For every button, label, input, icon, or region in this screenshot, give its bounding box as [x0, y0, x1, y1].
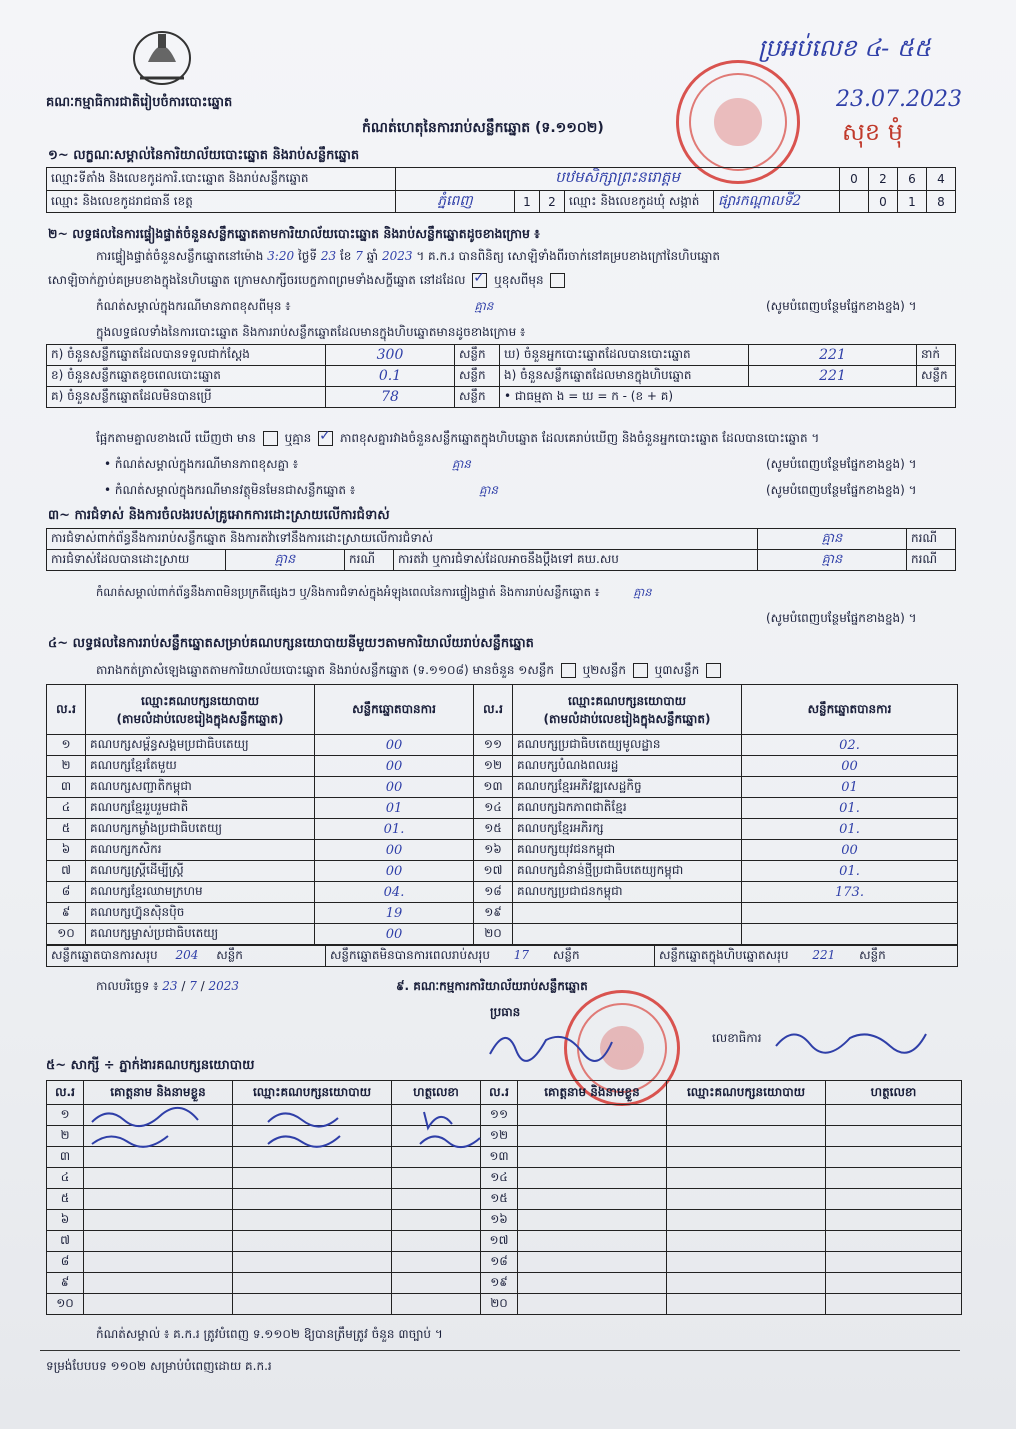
- witness-party-cell: [233, 1231, 392, 1252]
- final-note: កំណត់សម្គាល់ ៖ គ.ក.រ ត្រូវបំពេញ ទ.១១០២ ឱ្យបានត្រឹមត្រូវ ចំនួន ៣ច្បាប់ ។: [96, 1327, 443, 1341]
- col-no: ល.រ: [481, 1081, 518, 1105]
- party-votes: 00: [742, 840, 958, 861]
- table-row: [47, 861, 958, 882]
- party-votes: 00: [315, 924, 474, 945]
- witness-party-cell: [667, 1105, 826, 1126]
- unit: សន្លឹក: [216, 948, 243, 962]
- col-party: ឈ្មោះគណបក្សនយោបាយ: [233, 1081, 392, 1105]
- commune-label: ឈ្មោះ និងលេខកូដឃុំ សង្កាត់: [565, 191, 714, 213]
- witness-sign-cell: [826, 1126, 962, 1147]
- discrepancy-mid: ឬគ្មាន: [284, 431, 312, 445]
- witness-party-cell: [233, 1189, 392, 1210]
- party-name: [513, 924, 742, 945]
- witness-no: ២: [47, 1126, 84, 1147]
- party-no: ៣: [47, 777, 86, 798]
- ballot-count-table: [46, 344, 956, 408]
- objection-row2-label: ការជំទាស់ដែលបានដោះស្រាយ: [47, 550, 226, 571]
- date-year: 2023: [208, 979, 240, 993]
- date-month: 7: [189, 979, 197, 993]
- totals-table: [46, 945, 958, 967]
- col-name: គោត្តនាម និងនាមខ្លួន: [518, 1081, 667, 1105]
- province-code-digit: 2: [540, 191, 565, 213]
- discrepancy-post: ភាពខុសគ្នារវាងចំនួនសន្លឹកឆ្នោតក្នុងហិបឆ្នោត ដែលគេរាប់ឃើញ និងចំនួនអ្នកបោះឆ្នោត ដែលបានបោះឆ្នោត ។: [339, 431, 820, 445]
- party-name: គណបក្សជំនាន់ថ្មីប្រជាធិបតេយ្យកម្ពុជា: [513, 861, 742, 882]
- witness-sign-cell: [826, 1210, 962, 1231]
- witness-sign-cell: [826, 1273, 962, 1294]
- witness-party-cell: [667, 1147, 826, 1168]
- col-party-sub: (តាមលំដាប់លេខរៀងក្នុងសន្លឹកឆ្នោត): [116, 711, 284, 726]
- commune-code-digit: 0: [869, 191, 898, 213]
- party-name: គណបក្សយុវជនកម្ពុជា: [513, 840, 742, 861]
- witness-party-cell: [233, 1294, 392, 1315]
- party-no: ១៥: [474, 819, 513, 840]
- witness-sign-cell: [392, 1210, 481, 1231]
- party-votes: 00: [315, 735, 474, 756]
- chair-signature: [486, 1020, 616, 1064]
- witness-party-cell: [667, 1189, 826, 1210]
- witness-no: ៥: [47, 1189, 84, 1210]
- party-no: ១៤: [474, 798, 513, 819]
- witness-name-cell: [518, 1105, 667, 1126]
- witness-name-cell: [518, 1231, 667, 1252]
- same-checkbox[interactable]: [472, 273, 487, 288]
- party-no: ១៨: [474, 882, 513, 903]
- witness-no: ១២: [481, 1126, 518, 1147]
- witness-name-cell: [84, 1294, 233, 1315]
- witness-name-cell: [518, 1252, 667, 1273]
- witness-name-cell: [84, 1168, 233, 1189]
- party-no: ១៦: [474, 840, 513, 861]
- witness-sign-cell: [826, 1168, 962, 1189]
- section1-title: ១~ លក្ខណៈសម្គាល់នៃការិយាល័យបោះឆ្នោត និងរាប់សន្លឹកឆ្នោត: [48, 148, 360, 163]
- stamp-code: ប្រអប់លេខ ៤- ៥៥: [758, 34, 931, 62]
- table-row: [47, 1252, 962, 1273]
- col-party-title: ឈ្មោះគណបក្សនយោបាយ: [140, 693, 260, 708]
- total-invalid-cell: [326, 946, 655, 967]
- table-row: [47, 777, 958, 798]
- three-sheets-checkbox[interactable]: [706, 663, 721, 678]
- witness-name-cell: [518, 1126, 667, 1147]
- party-name: គណបក្សខ្មែរតែមួយ: [86, 756, 315, 777]
- witness-no: ១៥: [481, 1189, 518, 1210]
- row-d-label: ឃ) ចំនួនអ្នកបោះឆ្នោតដែលបានបោះឆ្នោត: [500, 345, 749, 366]
- unit: សន្លឹក: [552, 948, 580, 962]
- party-name: គណបក្សម្ចាស់ប្រជាធិបតេយ្យ: [86, 924, 315, 945]
- witness-sign-cell: [826, 1294, 962, 1315]
- witness-party-cell: [233, 1210, 392, 1231]
- one-sheet-checkbox[interactable]: [561, 663, 576, 678]
- verify-day: 23: [320, 249, 337, 263]
- formula: • ជាធម្មតា ង = ឃ = ក - (ខ + គ): [500, 387, 956, 408]
- fill-note: (សូមបំពេញបន្ថែមផ្នែកខាងខ្នង) ។: [766, 299, 917, 313]
- party-no: ៥: [47, 819, 86, 840]
- witness-party-cell: [233, 1252, 392, 1273]
- witness-sign-cell: [392, 1168, 481, 1189]
- party-no: ៨: [47, 882, 86, 903]
- total-invalid-label: សន្លឹកឆ្នោតមិនបានការពេលរាប់សរុប: [330, 948, 490, 962]
- day-label: ថ្ងៃទី: [297, 249, 317, 263]
- party-votes: 01.: [742, 798, 958, 819]
- row-b-value: 0.1: [326, 366, 455, 387]
- party-no: ៩: [47, 903, 86, 924]
- witness-sign-cell: [826, 1105, 962, 1126]
- witness-no: ៣: [47, 1147, 84, 1168]
- witness-no: ១៣: [481, 1147, 518, 1168]
- objection-row2b-value: គ្មាន: [758, 550, 907, 571]
- objection-note-label: កំណត់សម្គាល់ពាក់ព័ន្ធនឹងភាពមិនប្រក្រតីផ្សេងៗ ឬ/និងការជំទាស់ក្នុងអំឡុងពេលនៃការផ្ទៀងផ្ទាត់ និងការរាប់សន្លឹកឆ្នោត ៖: [96, 585, 600, 599]
- witness-party-cell: [667, 1126, 826, 1147]
- date-line: កាលបរិច្ឆេទ ៖ 23 / 7 / 2023: [96, 979, 240, 993]
- note2-value: គ្មាន: [451, 457, 471, 471]
- no-difference-checkbox[interactable]: [318, 431, 333, 446]
- witness-party-cell: [233, 1168, 392, 1189]
- party-no: ១៧: [474, 861, 513, 882]
- table-row: [47, 756, 958, 777]
- ballot-intro: ក្នុងលទ្ធផលទាំងនៃការបោះឆ្នោត និងការរាប់សន្លឹកឆ្នោតដែលមានក្នុងហិបឆ្នោតមានដូចខាងក្រោម ៖: [96, 325, 526, 339]
- witness-party-cell: [667, 1273, 826, 1294]
- party-no: ១៣: [474, 777, 513, 798]
- tally-sheet-line: [96, 662, 724, 678]
- month-label: ខែ: [339, 249, 352, 263]
- has-difference-checkbox[interactable]: [263, 431, 278, 446]
- witness-no: ៧: [47, 1231, 84, 1252]
- verify-month: 7: [355, 249, 363, 263]
- table-row: [47, 882, 958, 903]
- total-box-value: 221: [812, 948, 836, 962]
- unit: សន្លឹក: [455, 366, 500, 387]
- two-sheets-checkbox[interactable]: [633, 663, 648, 678]
- office-code-digit: 2: [869, 168, 898, 191]
- row-e-label: ង) ចំនួនសន្លឹកឆ្នោតដែលមានក្នុងហិបឆ្នោត: [500, 366, 749, 387]
- witness-sign-cell: [826, 1189, 962, 1210]
- party-no: ៦: [47, 840, 86, 861]
- witness-name-cell: [84, 1252, 233, 1273]
- col-no: ល.រ: [47, 1081, 84, 1105]
- unit: សន្លឹក: [455, 345, 500, 366]
- col-no: ល.រ: [47, 685, 86, 735]
- party-votes: 00: [315, 840, 474, 861]
- party-name: គណបក្សខ្មែរអភិវឌ្ឍសេដ្ឋកិច្ច: [513, 777, 742, 798]
- party-no: ១: [47, 735, 86, 756]
- witness-no: ១៦: [481, 1210, 518, 1231]
- witness-party-cell: [233, 1273, 392, 1294]
- witness-sign-cell: [392, 1273, 481, 1294]
- col-no: ល.រ: [474, 685, 513, 735]
- objection-note-line: [96, 584, 652, 600]
- commune-code-digit: 8: [927, 191, 956, 213]
- witness-name-cell: [518, 1294, 667, 1315]
- table-row: [47, 1294, 962, 1315]
- party-name: [513, 903, 742, 924]
- witness-party-cell: [667, 1252, 826, 1273]
- section4-title: ៤~ លទ្ធផលនៃការរាប់សន្លឹកឆ្នោតសម្រាប់គណបក្សនយោបាយនីមួយៗតាមការិយាល័យរាប់សន្លឹកឆ្នោត: [48, 636, 534, 651]
- witness-no: ៨: [47, 1252, 84, 1273]
- witness-party-cell: [667, 1168, 826, 1189]
- total-invalid-value: 17: [513, 948, 530, 962]
- note2-label: • កំណត់សម្គាល់ក្នុងករណីមានភាពខុសគ្នា ៖: [104, 457, 299, 471]
- year-label: ឆ្នាំ: [366, 249, 379, 263]
- table-row: [47, 924, 958, 945]
- footer-rule: [40, 1350, 960, 1351]
- form-title: កំណត់ហេតុនៃការរាប់សន្លឹកឆ្នោត (ទ.១១០២): [362, 120, 604, 136]
- unit: សន្លឹក: [455, 387, 500, 408]
- witness-no: ១: [47, 1105, 84, 1126]
- committee-label: ៩. គណៈកម្មការការិយាល័យរាប់សន្លឹកឆ្នោត: [396, 979, 588, 993]
- discrepancy-line: [96, 430, 819, 446]
- col-votes: សន្លឹកឆ្នោតបានការ: [315, 685, 474, 735]
- commune-code-digit: 1: [898, 191, 927, 213]
- secretary-signature: [770, 1020, 930, 1056]
- total-valid-cell: [47, 946, 326, 967]
- fill-note: (សូមបំពេញបន្ថែមផ្នែកខាងខ្នង) ។: [766, 457, 917, 471]
- party-no: ១៩: [474, 903, 513, 924]
- witness-party-cell: [667, 1231, 826, 1252]
- unit: ករណី: [907, 529, 956, 550]
- total-valid-label: សន្លឹកឆ្នោតបានការសរុប: [51, 948, 158, 962]
- unit: នាក់: [917, 345, 956, 366]
- office-value: បឋមសិក្សាព្រះនរោត្តម: [396, 168, 840, 191]
- royal-emblem-icon: [128, 22, 196, 88]
- station-info-table: [46, 167, 956, 213]
- party-no: ២: [47, 756, 86, 777]
- witness-handwriting: [88, 1104, 488, 1152]
- col-party: [86, 685, 315, 735]
- table-row: [47, 735, 958, 756]
- witness-name-cell: [518, 1189, 667, 1210]
- fill-note: (សូមបំពេញបន្ថែមផ្នែកខាងខ្នង) ។: [766, 483, 917, 497]
- discrepancy-pre: ផ្អែកតាមគ្នាលខាងលើ ឃើញថា មាន: [96, 431, 256, 445]
- party-name: គណបក្សហ្វ៊ុនស៊ិនប៉ិច: [86, 903, 315, 924]
- form-footer: ទម្រង់បែបបទ ១១០២ សម្រាប់បំពេញដោយ គ.ក.រ: [46, 1359, 272, 1373]
- objection-row1-label: ការជំទាស់ពាក់ព័ន្ធនឹងការរាប់សន្លឹកឆ្នោត និងការតវ៉ាទៅនឹងការដោះស្រាយលើការជំទាស់: [47, 529, 758, 550]
- diff-note-label: កំណត់សម្គាល់ក្នុងករណីមានភាពខុសពីមុន ៖: [96, 299, 291, 313]
- witness-party-cell: [667, 1210, 826, 1231]
- witness-name-cell: [84, 1231, 233, 1252]
- party-name: គណបក្សប្រជាជនកម្ពុជា: [513, 882, 742, 903]
- objection-table: [46, 528, 956, 571]
- date-day: 23: [162, 979, 178, 993]
- table-row: [47, 1210, 962, 1231]
- date-label: កាលបរិច្ឆេទ ៖: [96, 979, 159, 993]
- verification-line: [96, 248, 720, 264]
- total-box-label: សន្លឹកឆ្នោតក្នុងហិបឆ្នោតសរុប: [659, 948, 789, 962]
- party-votes: 01: [315, 798, 474, 819]
- objection-note-value: គ្មាន: [633, 585, 652, 599]
- party-votes: [742, 903, 958, 924]
- party-name: គណបក្សកសិករ: [86, 840, 315, 861]
- official-seal: [676, 60, 800, 184]
- party-votes: 173.: [742, 882, 958, 903]
- or-label: ឬខុសពីមុន: [494, 273, 544, 287]
- org-name: គណៈកម្មាធិការជាតិរៀបចំការបោះឆ្នោត: [46, 95, 233, 110]
- col-name: គោត្តនាម និងនាមខ្លួន: [84, 1081, 233, 1105]
- objection-row2-value: គ្មាន: [226, 550, 345, 571]
- party-name: គណបក្សខ្មែរអភិរក្ស: [513, 819, 742, 840]
- table-row: [47, 1189, 962, 1210]
- witness-name-cell: [84, 1273, 233, 1294]
- row-a-label: ក) ចំនួនសន្លឹកឆ្នោតដែលបានទទួលជាក់ស្ដែង: [47, 345, 326, 366]
- party-votes: 00: [742, 756, 958, 777]
- note3-value: គ្មាន: [478, 483, 499, 497]
- seal-check-line: [48, 272, 568, 288]
- province-value: ភ្នំពេញ: [396, 191, 515, 213]
- seal-check-text: សោឡិចាក់ភ្ជាប់គម្របខាងក្នុងនៃហិបឆ្នោត ក្រោមសាក្សីចរបេក្ខភាពព្រមទាំងសក្ខីឆ្នោត នៅដដែល: [48, 273, 466, 287]
- witness-name-cell: [518, 1147, 667, 1168]
- objection-row2b-label: ការតវ៉ា ឬការជំទាស់ដែលអាចនឹងប្ដឹងទៅ គឃ.សប: [394, 550, 758, 571]
- party-votes: [742, 924, 958, 945]
- party-votes: 01.: [742, 861, 958, 882]
- col-votes: សន្លឹកឆ្នោតបានការ: [742, 685, 958, 735]
- diff-note-value: គ្មាន: [474, 299, 494, 313]
- witness-no: ១១: [481, 1105, 518, 1126]
- party-name: គណបក្សបំណងពលរដ្ឋ: [513, 756, 742, 777]
- total-valid-value: 204: [175, 948, 199, 962]
- tally-intro: តារាងកត់ត្រាសំឡេងឆ្នោតតាមការិយាល័យបោះឆ្នោត និងរាប់សន្លឹកឆ្នោត (ទ.១១០៨) មានចំនួន ១សន្លឹក: [96, 663, 554, 677]
- witness-sign-cell: [826, 1231, 962, 1252]
- party-name: គណបក្សស្ត្រីដើម្បីស្ត្រី: [86, 861, 315, 882]
- total-box-cell: [655, 946, 958, 967]
- witness-sign-cell: [392, 1231, 481, 1252]
- note3-line: [104, 482, 498, 498]
- secretary-label: លេខាធិការ: [712, 1031, 762, 1045]
- witness-no: ១៧: [481, 1231, 518, 1252]
- row-a-value: 300: [326, 345, 455, 366]
- witness-no: ១៤: [481, 1168, 518, 1189]
- row-d-value: 221: [749, 345, 917, 366]
- section5-title: ៥~ សាក្សី ÷ ភ្នាក់ងារគណបក្សនយោបាយ: [46, 1058, 255, 1073]
- fill-note: (សូមបំពេញបន្ថែមផ្នែកខាងខ្នង) ។: [766, 611, 917, 625]
- party-no: ២០: [474, 924, 513, 945]
- party-no: ៧: [47, 861, 86, 882]
- party-votes: 00: [315, 756, 474, 777]
- witness-sign-cell: [392, 1189, 481, 1210]
- witness-sign-cell: [392, 1294, 481, 1315]
- witness-no: ១៩: [481, 1273, 518, 1294]
- witness-sign-cell: [826, 1147, 962, 1168]
- province-code-digit: 1: [515, 191, 540, 213]
- witness-party-cell: [667, 1294, 826, 1315]
- row-c-label: គ) ចំនួនសន្លឹកឆ្នោតដែលមិនបានប្រើ: [47, 387, 326, 408]
- witness-no: ២០: [481, 1294, 518, 1315]
- witness-name-cell: [518, 1168, 667, 1189]
- verify-text: ការផ្ទៀងផ្ទាត់ចំនួនសន្លឹកឆ្នោតនៅម៉ោង: [96, 249, 264, 263]
- witness-name-cell: [518, 1210, 667, 1231]
- section2-title: ២~ លទ្ធផលនៃការផ្ទៀងផ្ទាត់ចំនួនសន្លឹកឆ្នោតតាមការិយាល័យបោះឆ្នោត និងរាប់សន្លឹកឆ្នោតដូចខាងក្រោម ៖: [48, 226, 540, 241]
- party-no: ១១: [474, 735, 513, 756]
- stamp-date: 23.07.2023: [836, 87, 962, 112]
- col-party: [513, 685, 742, 735]
- witness-no: ៤: [47, 1168, 84, 1189]
- table-row: [47, 1231, 962, 1252]
- party-votes: 00: [315, 861, 474, 882]
- office-label: ឈ្មោះទីតាំង និងលេខកូដការិ.បោះឆ្នោត និងរាប់សន្លឹកឆ្នោត: [47, 168, 396, 191]
- verify-year: 2023: [381, 249, 413, 263]
- table-row: [47, 1273, 962, 1294]
- two-sheets-label: ឬ២សន្លឹក: [582, 663, 627, 677]
- party-name: គណបក្សខ្មែរឈាមក្រហម: [86, 882, 315, 903]
- chair-label: ប្រធាន: [490, 1005, 521, 1019]
- party-results-table: [46, 684, 958, 945]
- party-votes: 02.: [742, 735, 958, 756]
- witness-no: ៦: [47, 1210, 84, 1231]
- table-row: [47, 819, 958, 840]
- row-c-value: 78: [326, 387, 455, 408]
- witness-sign-cell: [392, 1252, 481, 1273]
- table-row: [47, 903, 958, 924]
- party-votes: 01.: [742, 819, 958, 840]
- table-row: [47, 1168, 962, 1189]
- note2-line: [104, 456, 471, 472]
- col-party: ឈ្មោះគណបក្សនយោបាយ: [667, 1081, 826, 1105]
- party-votes: 04.: [315, 882, 474, 903]
- col-party-title: ឈ្មោះគណបក្សនយោបាយ: [567, 693, 687, 708]
- unit: សន្លឹក: [917, 366, 956, 387]
- witness-no: ១០: [47, 1294, 84, 1315]
- party-no: ១០: [47, 924, 86, 945]
- unit: ករណី: [907, 550, 956, 571]
- witness-name-cell: [84, 1210, 233, 1231]
- party-no: ១២: [474, 756, 513, 777]
- witness-sign-cell: [826, 1252, 962, 1273]
- note3-label: • កំណត់សម្គាល់ក្នុងករណីមានវត្ថុមិនមែនជាសន្លឹកឆ្នោត ៖: [104, 483, 356, 497]
- row-e-value: 221: [749, 366, 917, 387]
- party-votes: 19: [315, 903, 474, 924]
- col-sign: ហត្ថលេខា: [392, 1081, 481, 1105]
- office-code-digit: 0: [840, 168, 869, 191]
- col-sign: ហត្ថលេខា: [826, 1081, 962, 1105]
- office-code-digit: 4: [927, 168, 956, 191]
- witness-no: ៩: [47, 1273, 84, 1294]
- party-no: ៤: [47, 798, 86, 819]
- unit: ករណី: [345, 550, 394, 571]
- party-name: គណបក្សឯកភាពជាតិខ្មែរ: [513, 798, 742, 819]
- commune-value: ផ្សារកណ្ដាលទី2: [714, 191, 840, 213]
- col-party-sub: (តាមលំដាប់លេខរៀងក្នុងសន្លឹកឆ្នោត): [543, 711, 711, 726]
- witness-no: ១៨: [481, 1252, 518, 1273]
- row-b-label: ខ) ចំនួនសន្លឹកឆ្នោតខូចពេលបោះឆ្នោត: [47, 366, 326, 387]
- party-votes: 01.: [315, 819, 474, 840]
- witness-name-cell: [84, 1189, 233, 1210]
- stamp-name: សុខ មុំ: [842, 118, 903, 146]
- unit: សន្លឹក: [859, 948, 886, 962]
- party-votes: 00: [315, 777, 474, 798]
- three-sheets-label: ឬ៣សន្លឹក: [654, 663, 700, 677]
- witness-name-cell: [518, 1273, 667, 1294]
- diff-note-line: [96, 298, 493, 314]
- party-name: គណបក្សសម្ព័ន្ធសង្គមប្រជាធិបតេយ្យ: [86, 735, 315, 756]
- different-checkbox[interactable]: [550, 273, 565, 288]
- party-name: គណបក្សកម្លាំងប្រជាធិបតេយ្យ: [86, 819, 315, 840]
- verify-text-post: ។ គ.ក.រ បានពិនិត្យ សោឡិទាំងពីរចាក់នៅគម្របខាងក្រៅនៃហិបឆ្នោត: [416, 249, 721, 263]
- office-code-digit: 6: [898, 168, 927, 191]
- party-name: គណបក្សសញ្ជាតិកម្ពុជា: [86, 777, 315, 798]
- table-row: [47, 798, 958, 819]
- verify-time: 3:20: [267, 249, 295, 263]
- party-name: គណបក្សខ្មែររួបរួមជាតិ: [86, 798, 315, 819]
- section3-title: ៣~ ការជំទាស់ និងការចំលងរបស់គ្រូអោកការដោះស្រាយលើការជំទាស់: [48, 508, 390, 523]
- province-label: ឈ្មោះ និងលេខកូដរាជធានី ខេត្ត: [47, 191, 396, 213]
- objection-row1-value: គ្មាន: [758, 529, 907, 550]
- table-row: [47, 840, 958, 861]
- party-votes: 01: [742, 777, 958, 798]
- party-name: គណបក្សប្រជាធិបតេយ្យមូលដ្ឋាន: [513, 735, 742, 756]
